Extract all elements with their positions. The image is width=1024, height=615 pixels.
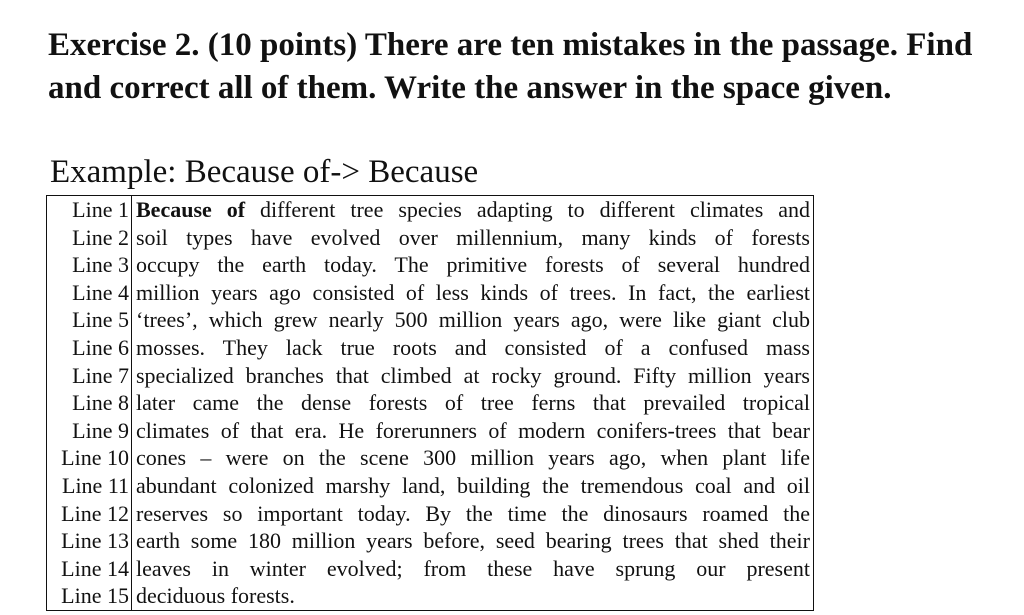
line-label: Line 7 <box>47 362 132 390</box>
passage-row <box>47 279 814 307</box>
line-label: Line 15 <box>47 582 132 610</box>
line-text-rest: different tree species adapting to different climates and <box>245 197 811 223</box>
line-label: Line 8 <box>47 389 132 417</box>
line-label: Line 5 <box>47 306 132 334</box>
line-label: Line 10 <box>47 444 132 472</box>
line-text: specialized branches that climbed at rocky ground. Fifty million years <box>136 362 810 388</box>
line-text <box>132 196 814 224</box>
line-text: mosses. They lack true roots and consisted of a confused mass <box>136 335 810 361</box>
line-text: abundant colonized marshy land, building the tremendous coal and oil <box>136 472 810 498</box>
passage-table <box>46 195 814 611</box>
line-text: deciduous forests. <box>136 583 295 609</box>
passage-row <box>47 582 814 610</box>
line-text: reserves so important today. By the time the dinosaurs roamed the <box>136 500 810 526</box>
passage-row <box>47 362 814 390</box>
passage-row <box>47 417 814 445</box>
passage-row <box>47 306 814 334</box>
passage-row <box>47 224 814 252</box>
passage-row <box>47 196 814 224</box>
passage-row <box>47 444 814 472</box>
line-label: Line 1 <box>47 196 132 224</box>
line-bold-phrase: Because of <box>136 197 246 223</box>
line-text: leaves in winter evolved; from these have sprung our present <box>136 555 810 581</box>
line-label: Line 11 <box>47 472 132 500</box>
passage-row <box>47 527 814 555</box>
line-label: Line 9 <box>47 417 132 445</box>
line-text: soil types have evolved over millennium, many kinds of forests <box>136 224 810 250</box>
line-text: earth some 180 million years before, seed bearing trees that shed their <box>136 528 810 554</box>
line-label: Line 2 <box>47 224 132 252</box>
example-line: Example: Because of-> Because <box>50 154 479 190</box>
passage-row <box>47 472 814 500</box>
passage-row <box>47 334 814 362</box>
line-label: Line 6 <box>47 334 132 362</box>
line-label: Line 12 <box>47 500 132 528</box>
exercise-heading: Exercise 2. (10 points) There are ten mistakes in the passage. Find and correct all of them. Write the answer in the space given. <box>48 27 973 106</box>
line-text: ‘trees’, which grew nearly 500 million years ago, were like giant club <box>136 307 810 333</box>
passage-row <box>47 555 814 583</box>
passage-row <box>47 251 814 279</box>
line-label: Line 4 <box>47 279 132 307</box>
line-text: later came the dense forests of tree ferns that prevailed tropical <box>136 390 810 416</box>
line-text: million years ago consisted of less kinds of trees. In fact, the earliest <box>136 279 810 305</box>
line-label: Line 14 <box>47 555 132 583</box>
line-label: Line 3 <box>47 251 132 279</box>
line-text: cones – were on the scene 300 million years ago, when plant life <box>136 445 810 471</box>
passage-row <box>47 389 814 417</box>
line-text: climates of that era. He forerunners of modern conifers-trees that bear <box>136 417 810 443</box>
line-text: occupy the earth today. The primitive forests of several hundred <box>136 252 810 278</box>
line-label: Line 13 <box>47 527 132 555</box>
passage-row <box>47 500 814 528</box>
